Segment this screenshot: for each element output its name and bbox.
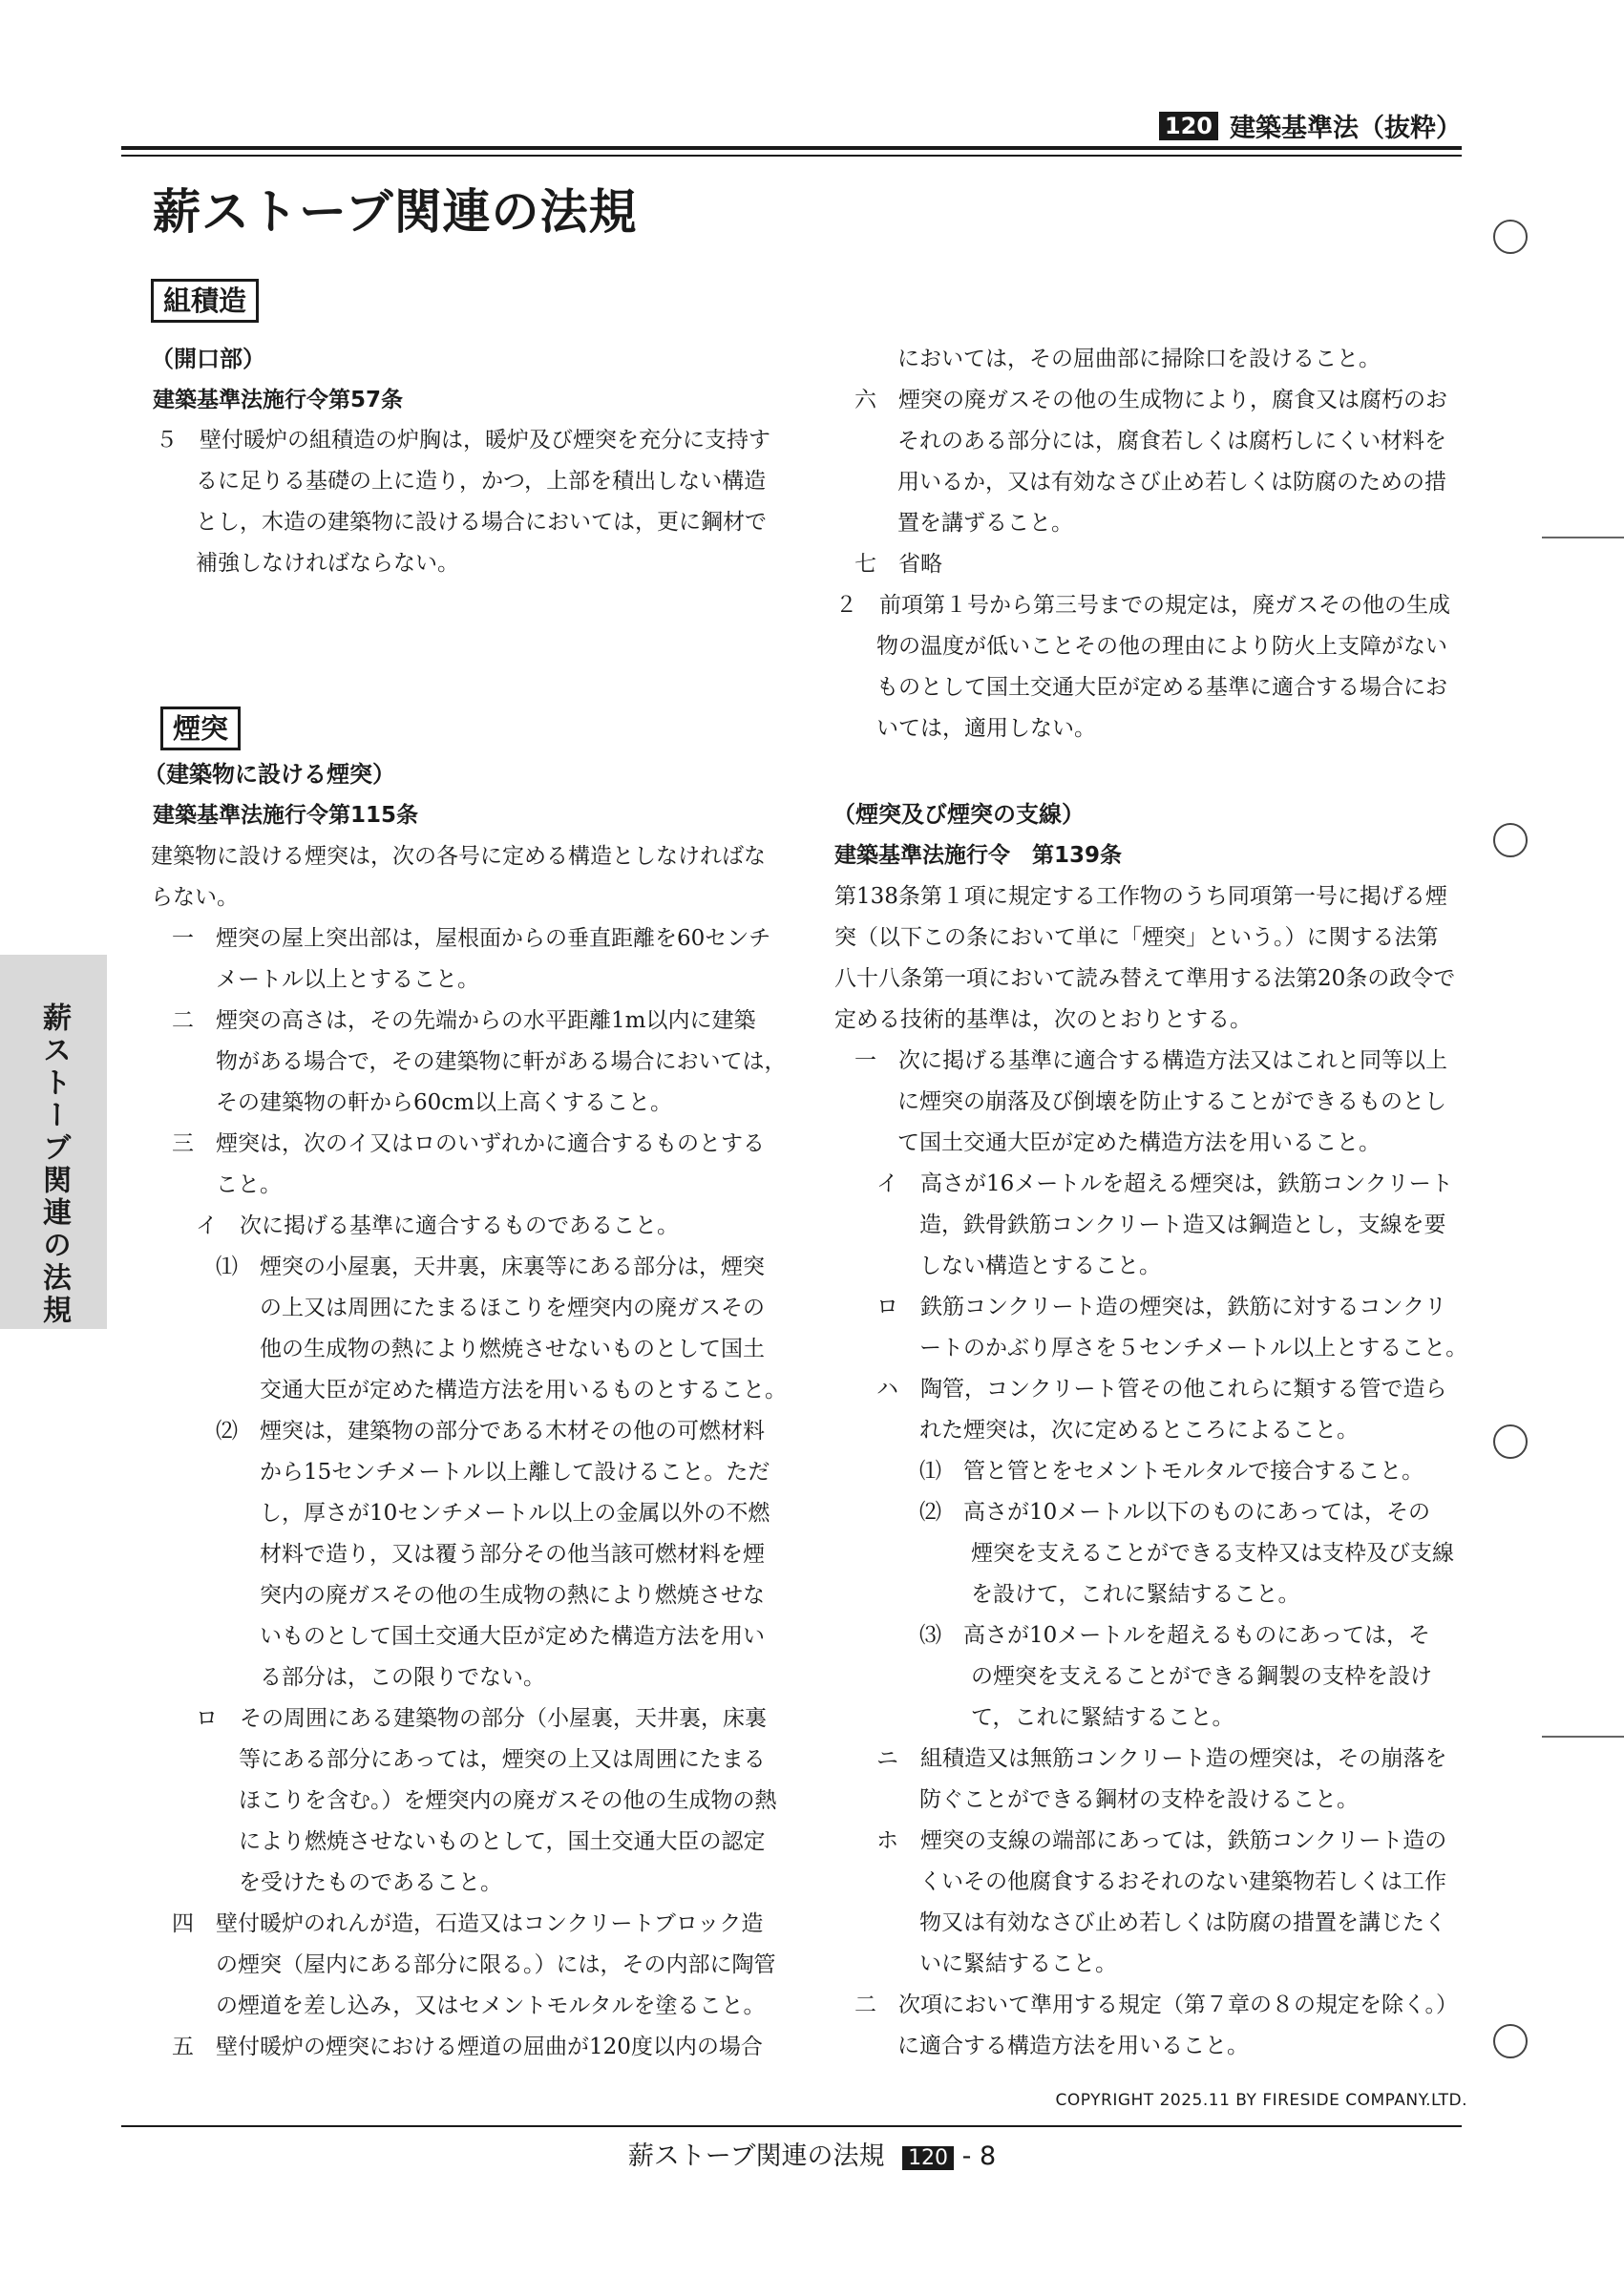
text-line: に適合する構造方法を用いること。: [897, 2034, 1249, 2058]
text-line: においては，その屈曲部に掃除口を設けること。: [897, 347, 1381, 371]
binder-hole: [1493, 220, 1528, 254]
header-rule-thick: [121, 146, 1462, 150]
text-line: 一 次に掲げる基準に適合する構造方法又はこれと同等以上: [854, 1048, 1447, 1073]
text-line: 物又は有効なさび止め若しくは防腐の措置を講じたく: [919, 1910, 1446, 1935]
text-line: により燃焼させないものとして，国土交通大臣の認定: [239, 1829, 766, 1854]
text-line: 物がある場合で，その建築物に軒がある場合においては，: [216, 1049, 787, 1074]
footer-title: 薪ストーブ関連の法規: [627, 2141, 885, 2171]
text-line: ハ 陶管，コンクリート管その他これらに類する管で造ら: [876, 1377, 1447, 1402]
text-line: ートのかぶり厚さを５センチメートル以上とすること。: [919, 1336, 1468, 1360]
text-line: 二 次項において準用する規定（第７章の８の規定を除く。）: [854, 1993, 1459, 2017]
page-title: 薪ストーブ関連の法規: [153, 184, 638, 240]
text-line: いに緊結すること。: [919, 1951, 1117, 1976]
copyright-notice: COPYRIGHT 2025.11 BY FIRESIDE COMPANY.LTD.: [1055, 2091, 1467, 2110]
text-line: 二 煙突の高さは，その先端からの水平距離1m以内に建築: [172, 1008, 756, 1033]
text-line: ２ 前項第１号から第三号までの規定は，廃ガスその他の生成: [835, 593, 1450, 618]
text-line: 煙突を支えることができる支枠又は支枠及び支線: [971, 1541, 1454, 1566]
header-section-number: 120: [1159, 112, 1218, 140]
text-line: ⑶ 高さが10メートルを超えるものにあっては，そ: [919, 1623, 1431, 1648]
text-line: ロ 鉄筋コンクリート造の煙突は，鉄筋に対するコンクリ: [876, 1295, 1447, 1319]
text-line: て国土交通大臣が定めた構造方法を用いること。: [897, 1130, 1381, 1155]
text-line: いては，適用しない。: [876, 716, 1096, 741]
text-line: ⑵ 高さが10メートル以下のものにあっては，その: [919, 1500, 1431, 1525]
text-line: 物の温度が低いことその他の理由により防火上支障がない: [876, 634, 1447, 659]
masonry-subheading: （開口部）: [151, 346, 265, 372]
text-line: 他の生成物の熱により燃焼させないものとして国土: [260, 1337, 765, 1361]
text-line: ニ 組積造又は無筋コンクリート造の煙突は，その崩落を: [876, 1746, 1447, 1771]
text-line: いものとして国土交通大臣が定めた構造方法を用い: [260, 1624, 765, 1649]
text-line: 五 壁付暖炉の煙突における煙道の屈曲が120度以内の場合: [172, 2035, 763, 2059]
masonry-law-reference: 建築基準法施行令第57条: [153, 388, 404, 412]
header-rule-thin: [121, 155, 1462, 157]
text-line: 定める技術的基準は，次のとおりとする。: [834, 1007, 1252, 1032]
chimney-subheading: （建築物に設ける煙突）: [143, 761, 395, 788]
footer-section-number: 120: [902, 2146, 954, 2170]
side-tab-label: 薪ストーブ関連の法規: [37, 1002, 71, 1327]
text-line: らない。: [151, 885, 239, 910]
text-line: の上又は周囲にたまるほこりを煙突内の廃ガスその: [260, 1296, 765, 1320]
text-line: ホ 煙突の支線の端部にあっては，鉄筋コンクリート造の: [876, 1828, 1447, 1853]
text-line: し，厚さが10センチメートル以上の金属以外の不燃: [260, 1501, 770, 1526]
text-line: 補強しなければならない。: [196, 551, 459, 576]
text-line: ほこりを含む。）を煙突内の廃ガスその他の生成物の熱: [239, 1788, 777, 1813]
text-line: を受けたものであること。: [239, 1870, 502, 1895]
text-line: 防ぐことができる鋼材の支枠を設けること。: [919, 1787, 1359, 1812]
text-line: 建築物に設ける煙突は，次の各号に定める構造としなければな: [151, 844, 766, 869]
binder-hole: [1493, 823, 1528, 857]
text-line: るに足りる基礎の上に造り，かつ，上部を積出しない構造: [196, 469, 767, 494]
text-line: 造，鉄骨鉄筋コンクリート造又は鋼造とし，支線を要: [919, 1213, 1446, 1237]
footer-rule: [121, 2125, 1462, 2127]
text-line: ものとして国土交通大臣が定める基準に適合する場合にお: [876, 675, 1447, 700]
text-line: その建築物の軒から60cm以上高くすること。: [216, 1090, 672, 1115]
text-line: 七 省略: [854, 552, 942, 577]
text-line: 一 煙突の屋上突出部は，屋根面からの垂直距離を60センチ: [172, 926, 771, 951]
text-line: イ 次に掲げる基準に適合するものであること。: [196, 1213, 679, 1238]
text-line: 第138条第１項に規定する工作物のうち同項第一号に掲げる煙: [834, 884, 1447, 909]
text-line: くいその他腐食するおそれのない建築物若しくは工作: [919, 1869, 1446, 1894]
text-line: れた煙突は，次に定めるところによること。: [919, 1418, 1359, 1443]
text-line: て，これに緊結すること。: [971, 1705, 1234, 1730]
text-line: 材料で造り，又は覆う部分その他当該可燃材料を煙: [260, 1542, 765, 1567]
text-line: こと。: [216, 1172, 282, 1197]
binder-hole: [1493, 2024, 1528, 2058]
margin-tick: [1542, 1736, 1624, 1738]
text-line: ロ その周囲にある建築物の部分（小屋裏，天井裏，床裏: [196, 1706, 767, 1731]
text-line: それのある部分には，腐食若しくは腐朽しにくい材料を: [897, 429, 1446, 453]
section-heading-chimney: 煙突: [160, 707, 241, 750]
text-line: しない構造とすること。: [919, 1254, 1161, 1278]
text-line: ⑴ 管と管とをセメントモルタルで接合すること。: [919, 1459, 1424, 1484]
support-subheading: （煙突及び煙突の支線）: [833, 801, 1085, 828]
text-line: メートル以上とすること。: [216, 967, 479, 992]
text-line: 三 煙突は，次のイ又はロのいずれかに適合するものとする: [172, 1131, 765, 1156]
header-section-title: 建築基準法（抜粋）: [1230, 114, 1462, 143]
text-line: の煙道を差し込み，又はセメントモルタルを塗ること。: [216, 1993, 766, 2018]
text-line: ５ 壁付暖炉の組積造の炉胸は，暖炉及び煙突を充分に支持す: [156, 428, 770, 453]
text-line: イ 高さが16メートルを超える煙突は，鉄筋コンクリート: [876, 1171, 1453, 1196]
binder-hole: [1493, 1424, 1528, 1459]
text-line: の煙突（屋内にある部分に限る。）には，その内部に陶管: [216, 1952, 776, 1977]
text-line: から15センチメートル以上離して設けること。ただ: [260, 1460, 770, 1485]
text-line: を設けて，これに緊結すること。: [971, 1582, 1300, 1607]
text-line: とし，木造の建築物に設ける場合においては，更に鋼材で: [196, 510, 767, 535]
page-footer: [0, 2135, 1624, 2172]
running-header: [1159, 107, 1462, 144]
text-line: る部分は，この限りでない。: [260, 1665, 545, 1690]
text-line: に煙突の崩落及び倒壊を防止することができるものとし: [897, 1089, 1446, 1114]
text-line: 等にある部分にあっては，煙突の上又は周囲にたまる: [239, 1747, 766, 1772]
text-line: 六 煙突の廃ガスその他の生成物により，腐食又は腐朽のお: [854, 388, 1447, 412]
text-line: 交通大臣が定めた構造方法を用いるものとすること。: [260, 1378, 787, 1403]
text-line: 突内の廃ガスその他の生成物の熱により燃焼させな: [260, 1583, 765, 1608]
text-line: 用いるか，又は有効なさび止め若しくは防腐のための措: [897, 470, 1446, 495]
text-line: 置を講ずること。: [897, 511, 1073, 536]
text-line: の煙突を支えることができる鋼製の支枠を設け: [971, 1664, 1432, 1689]
footer-page-number: - 8: [961, 2141, 997, 2171]
section-heading-masonry: 組積造: [151, 279, 259, 323]
chimney-law-reference: 建築基準法施行令第115条: [153, 803, 419, 828]
text-line: 突（以下この条において単に「煙突」という。）に関する法第: [834, 925, 1439, 950]
text-line: 八十八条第一項において読み替えて準用する法第20条の政令で: [834, 966, 1456, 991]
text-line: ⑵ 煙突は，建築物の部分である木材その他の可燃材料: [216, 1419, 765, 1444]
text-line: ⑴ 煙突の小屋裏，天井裏，床裏等にある部分は，煙突: [216, 1255, 765, 1279]
margin-tick: [1542, 537, 1624, 538]
support-law-reference: 建築基準法施行令 第139条: [834, 843, 1123, 868]
text-line: 四 壁付暖炉のれんが造，石造又はコンクリートブロック造: [172, 1911, 764, 1936]
